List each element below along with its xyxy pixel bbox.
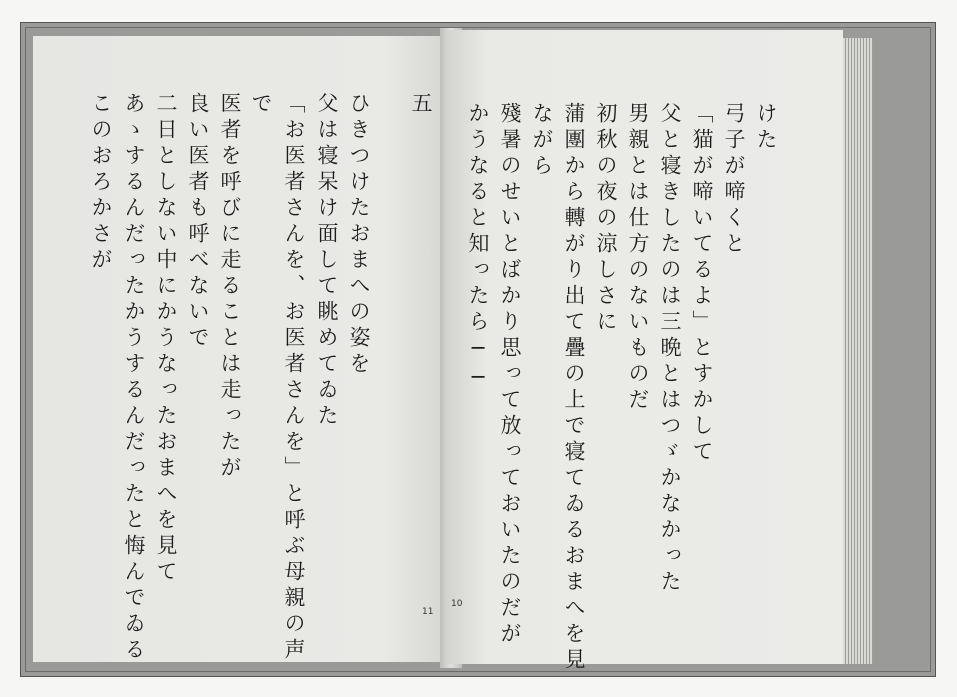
text-line: 「猫が啼いてるよ」とすかして — [690, 102, 714, 466]
text-line: ながら — [530, 102, 554, 180]
text-line: 蒲團から轉がり出て疊の上で寝てゐるおまへを見 — [562, 102, 586, 674]
text-line: ひきつけたおまへの姿を — [347, 92, 371, 378]
text-line: 「お医者さんを、お医者さんを」と呼ぶ母親の声 — [282, 92, 306, 664]
text-line: かうなると知ったら── — [466, 102, 490, 394]
section-heading: 五 — [409, 92, 433, 118]
text-line: で — [249, 92, 273, 118]
text-line: 初秋の夜の涼しさに — [594, 102, 618, 336]
text-line: 二日としない中にかうなったおまへを見て — [154, 92, 178, 586]
page-number: 10 — [451, 599, 463, 609]
text-line: あゝするんだったかうするんだったと悔んでゐる — [122, 92, 146, 664]
text-line: このおろかさが — [89, 92, 113, 274]
text-line: けた — [754, 102, 778, 154]
page-number: 11 — [422, 607, 434, 617]
text-line: 医者を呼びに走ることは走ったが — [218, 92, 242, 482]
page-edges — [843, 38, 873, 664]
text-line: 殘暑のせいとばかり思って放っておいたのだが — [498, 102, 522, 648]
text-line: 父は寝呆け面して眺めてゐた — [315, 92, 339, 430]
text-line: 弓子が啼くと — [722, 102, 746, 258]
right-page — [447, 30, 843, 674]
text-line: 良い医者も呼べないで — [186, 92, 210, 352]
left-page — [33, 36, 447, 662]
text-line: 男親とは仕方のないものだ — [626, 102, 650, 414]
text-line: 父と寝きしたのは三晩とはつゞかなかった — [658, 102, 682, 596]
